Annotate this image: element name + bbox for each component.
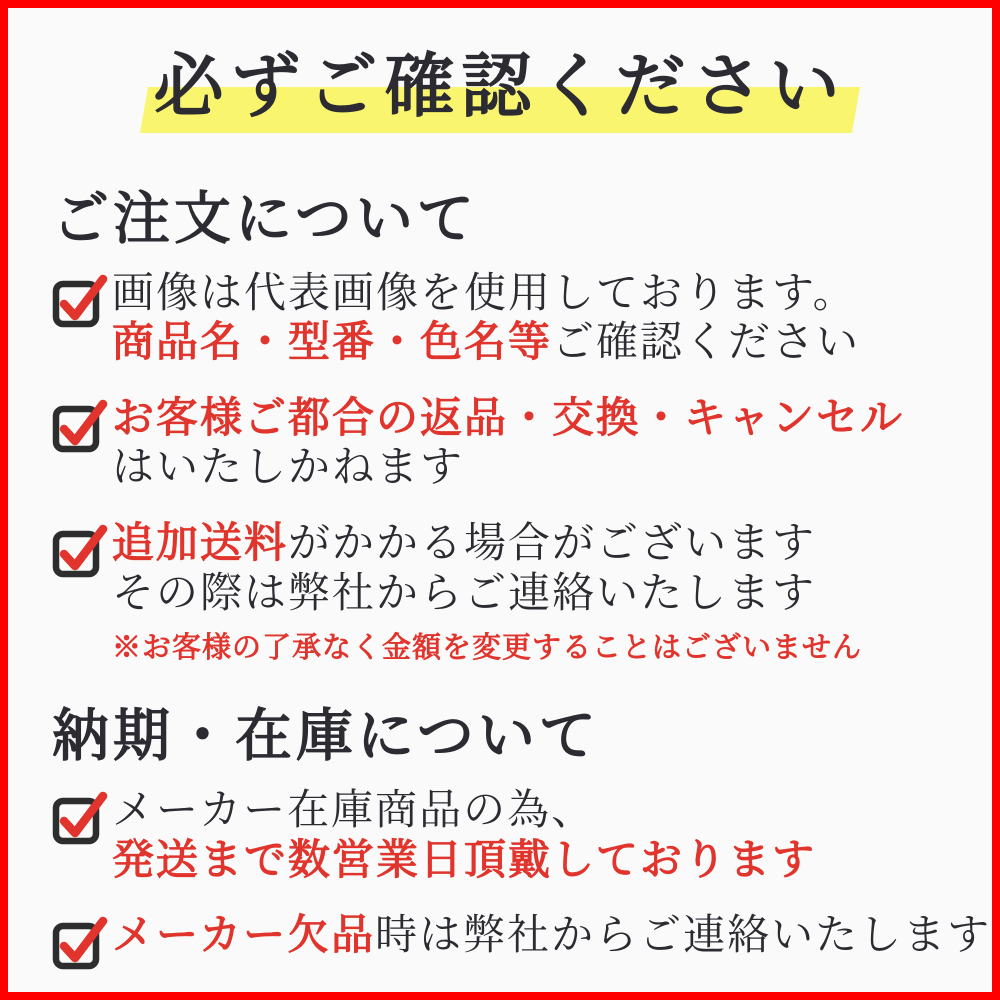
text-line — [112, 570, 862, 620]
checkbox-icon — [52, 272, 108, 328]
text-segment: その際は弊社からご連絡いたします — [112, 570, 817, 617]
list-item — [52, 787, 958, 886]
text-line — [112, 395, 904, 445]
text-line — [112, 319, 860, 369]
section-heading: 納期・在庫について — [52, 705, 600, 769]
text-line — [112, 520, 862, 570]
checkbox-icon — [52, 789, 108, 845]
text-segment: 商品名・型番・色名等 — [112, 320, 553, 367]
text-segment: がかかる場合がございます — [288, 521, 817, 568]
text-segment: メーカー在庫商品の為、 — [112, 788, 596, 835]
text-line — [112, 270, 860, 320]
checkbox-icon — [52, 522, 108, 578]
text-segment: 画像は代表画像を使用しております。 — [112, 270, 857, 317]
item-text — [112, 520, 862, 665]
list-item — [52, 520, 958, 665]
text-line — [112, 787, 816, 837]
list-item — [52, 270, 958, 369]
note-text: ※お客様の了承なく金額を変更することはございません — [112, 632, 863, 665]
list-item — [52, 395, 958, 494]
text-line — [112, 837, 816, 887]
item-text — [112, 912, 991, 962]
text-segment: 追加送料 — [112, 521, 289, 568]
title-block — [8, 38, 992, 144]
text-segment: 発送まで数営業日頂戴しております — [112, 837, 817, 884]
list-item — [52, 912, 992, 970]
text-line — [112, 444, 904, 494]
item-text — [112, 787, 816, 886]
item-text — [112, 395, 904, 494]
text-segment: 時は弊社からご連絡いたします — [375, 913, 992, 960]
section-heading: ご注文について — [52, 188, 478, 251]
item-text — [112, 270, 860, 369]
text-segment: お客様ご都合の返品・交換・キャンセル — [112, 395, 905, 442]
checkbox-icon — [52, 397, 108, 453]
text-line — [112, 912, 991, 962]
page-title: 必ずご確認ください — [153, 49, 847, 126]
text-segment: ご確認ください — [552, 320, 861, 367]
text-segment: メーカー欠品 — [112, 913, 376, 960]
text-segment: はいたしかねます — [112, 445, 465, 492]
checkbox-icon — [52, 914, 108, 970]
notice-sections — [8, 188, 992, 970]
